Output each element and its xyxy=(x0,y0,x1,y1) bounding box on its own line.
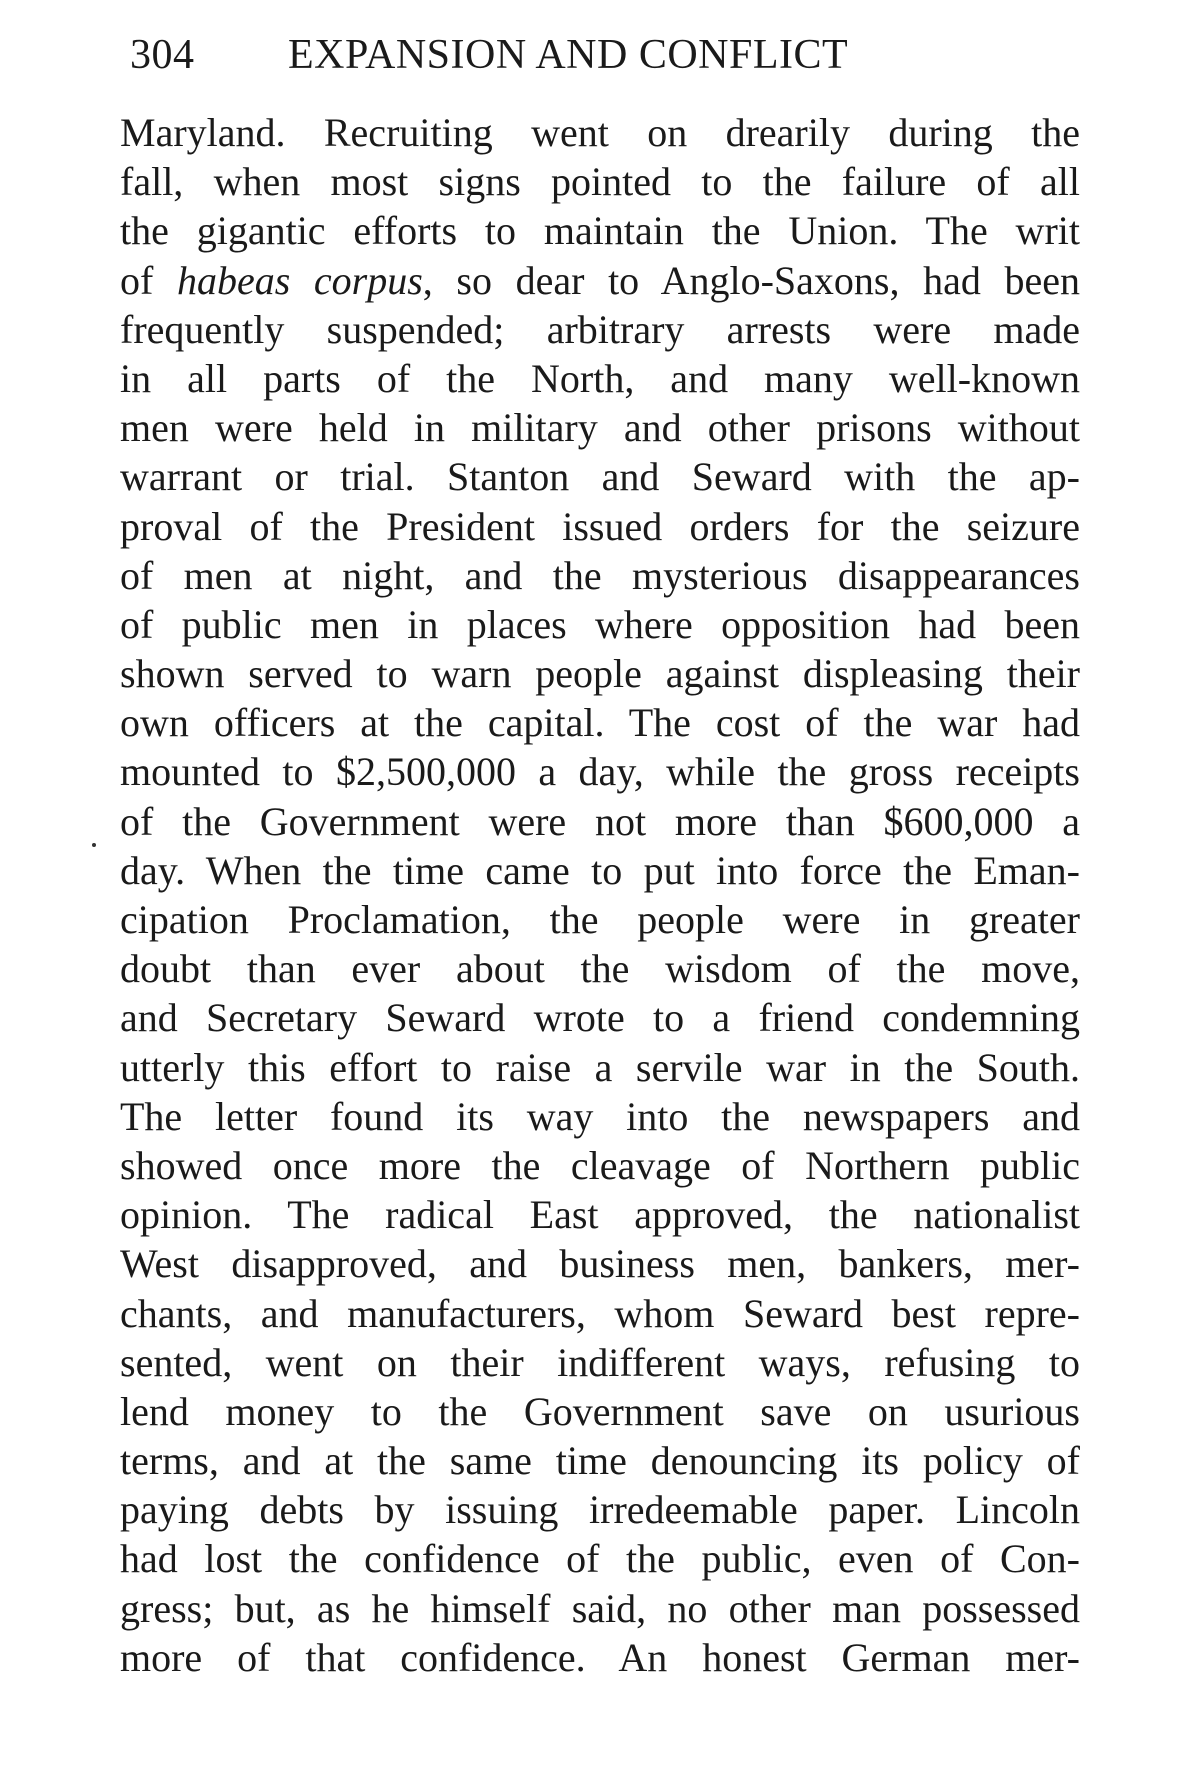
text-line: paying debts by issuing irredeemable paper. Lincoln xyxy=(120,1487,1080,1533)
text-line: frequently suspended; arbitrary arrests were made xyxy=(120,306,1080,352)
text-line: proval of the President issued orders for the seizure xyxy=(120,503,1080,549)
text-line: of public men in places where opposition had been xyxy=(120,601,1080,647)
text-segment: , so dear to Anglo-Saxons, had been xyxy=(422,257,1080,303)
text-line: fall, when most signs pointed to the failure of all xyxy=(120,159,1080,205)
text-line: doubt than ever about the wisdom of the move, xyxy=(120,946,1080,992)
text-line: West disapproved, and business men, bankers, mer- xyxy=(120,1241,1080,1287)
text-line: utterly this effort to raise a servile war in the South. xyxy=(120,1044,1080,1090)
text-segment: of xyxy=(120,257,177,303)
text-line: chants, and manufacturers, whom Seward best repre- xyxy=(120,1290,1080,1336)
text-line: mounted to $2,500,000 a day, while the gross receipts xyxy=(120,749,1080,795)
text-line: gress; but, as he himself said, no other man possessed xyxy=(120,1585,1080,1631)
text-line: terms, and at the same time denouncing its policy of xyxy=(120,1438,1080,1484)
text-line: the gigantic efforts to maintain the Union. The writ xyxy=(120,208,1080,254)
text-line: The letter found its way into the newspapers and xyxy=(120,1093,1080,1139)
body-text xyxy=(120,108,1080,1682)
stray-ink-mark xyxy=(92,843,96,847)
text-line: of the Government were not more than $600,000 a xyxy=(120,798,1080,844)
text-line: men were held in military and other prisons without xyxy=(120,405,1080,451)
text-line: had lost the confidence of the public, even of Con- xyxy=(120,1536,1080,1582)
text-line: cipation Proclamation, the people were in greater xyxy=(120,897,1080,942)
text-line: day. When the time came to put into force the Eman- xyxy=(120,847,1080,893)
text-line: lend money to the Government save on usurious xyxy=(120,1388,1080,1434)
italic-phrase: habeas corpus xyxy=(176,257,423,303)
text-line: shown served to warn people against displeasing their xyxy=(120,651,1080,697)
text-line xyxy=(120,256,1080,305)
text-line: more of that confidence. An honest German mer- xyxy=(120,1634,1080,1680)
text-line: opinion. The radical East approved, the nationalist xyxy=(120,1192,1080,1238)
running-title: EXPANSION AND CONFLICT xyxy=(288,32,849,78)
text-line: showed once more the cleavage of Northern public xyxy=(120,1142,1080,1188)
text-line: in all parts of the North, and many well-known xyxy=(120,355,1080,401)
text-line: of men at night, and the mysterious disappearances xyxy=(120,552,1080,598)
text-line: Maryland. Recruiting went on drearily during the xyxy=(120,110,1080,155)
text-line: and Secretary Seward wrote to a friend condemning xyxy=(120,995,1080,1041)
text-line: warrant or trial. Stanton and Seward with the ap- xyxy=(120,454,1080,500)
text-line: own officers at the capital. The cost of the war had xyxy=(120,700,1080,746)
page-number: 304 xyxy=(130,32,195,78)
text-line: sented, went on their indifferent ways, refusing to xyxy=(120,1339,1080,1385)
running-head xyxy=(130,30,1090,80)
